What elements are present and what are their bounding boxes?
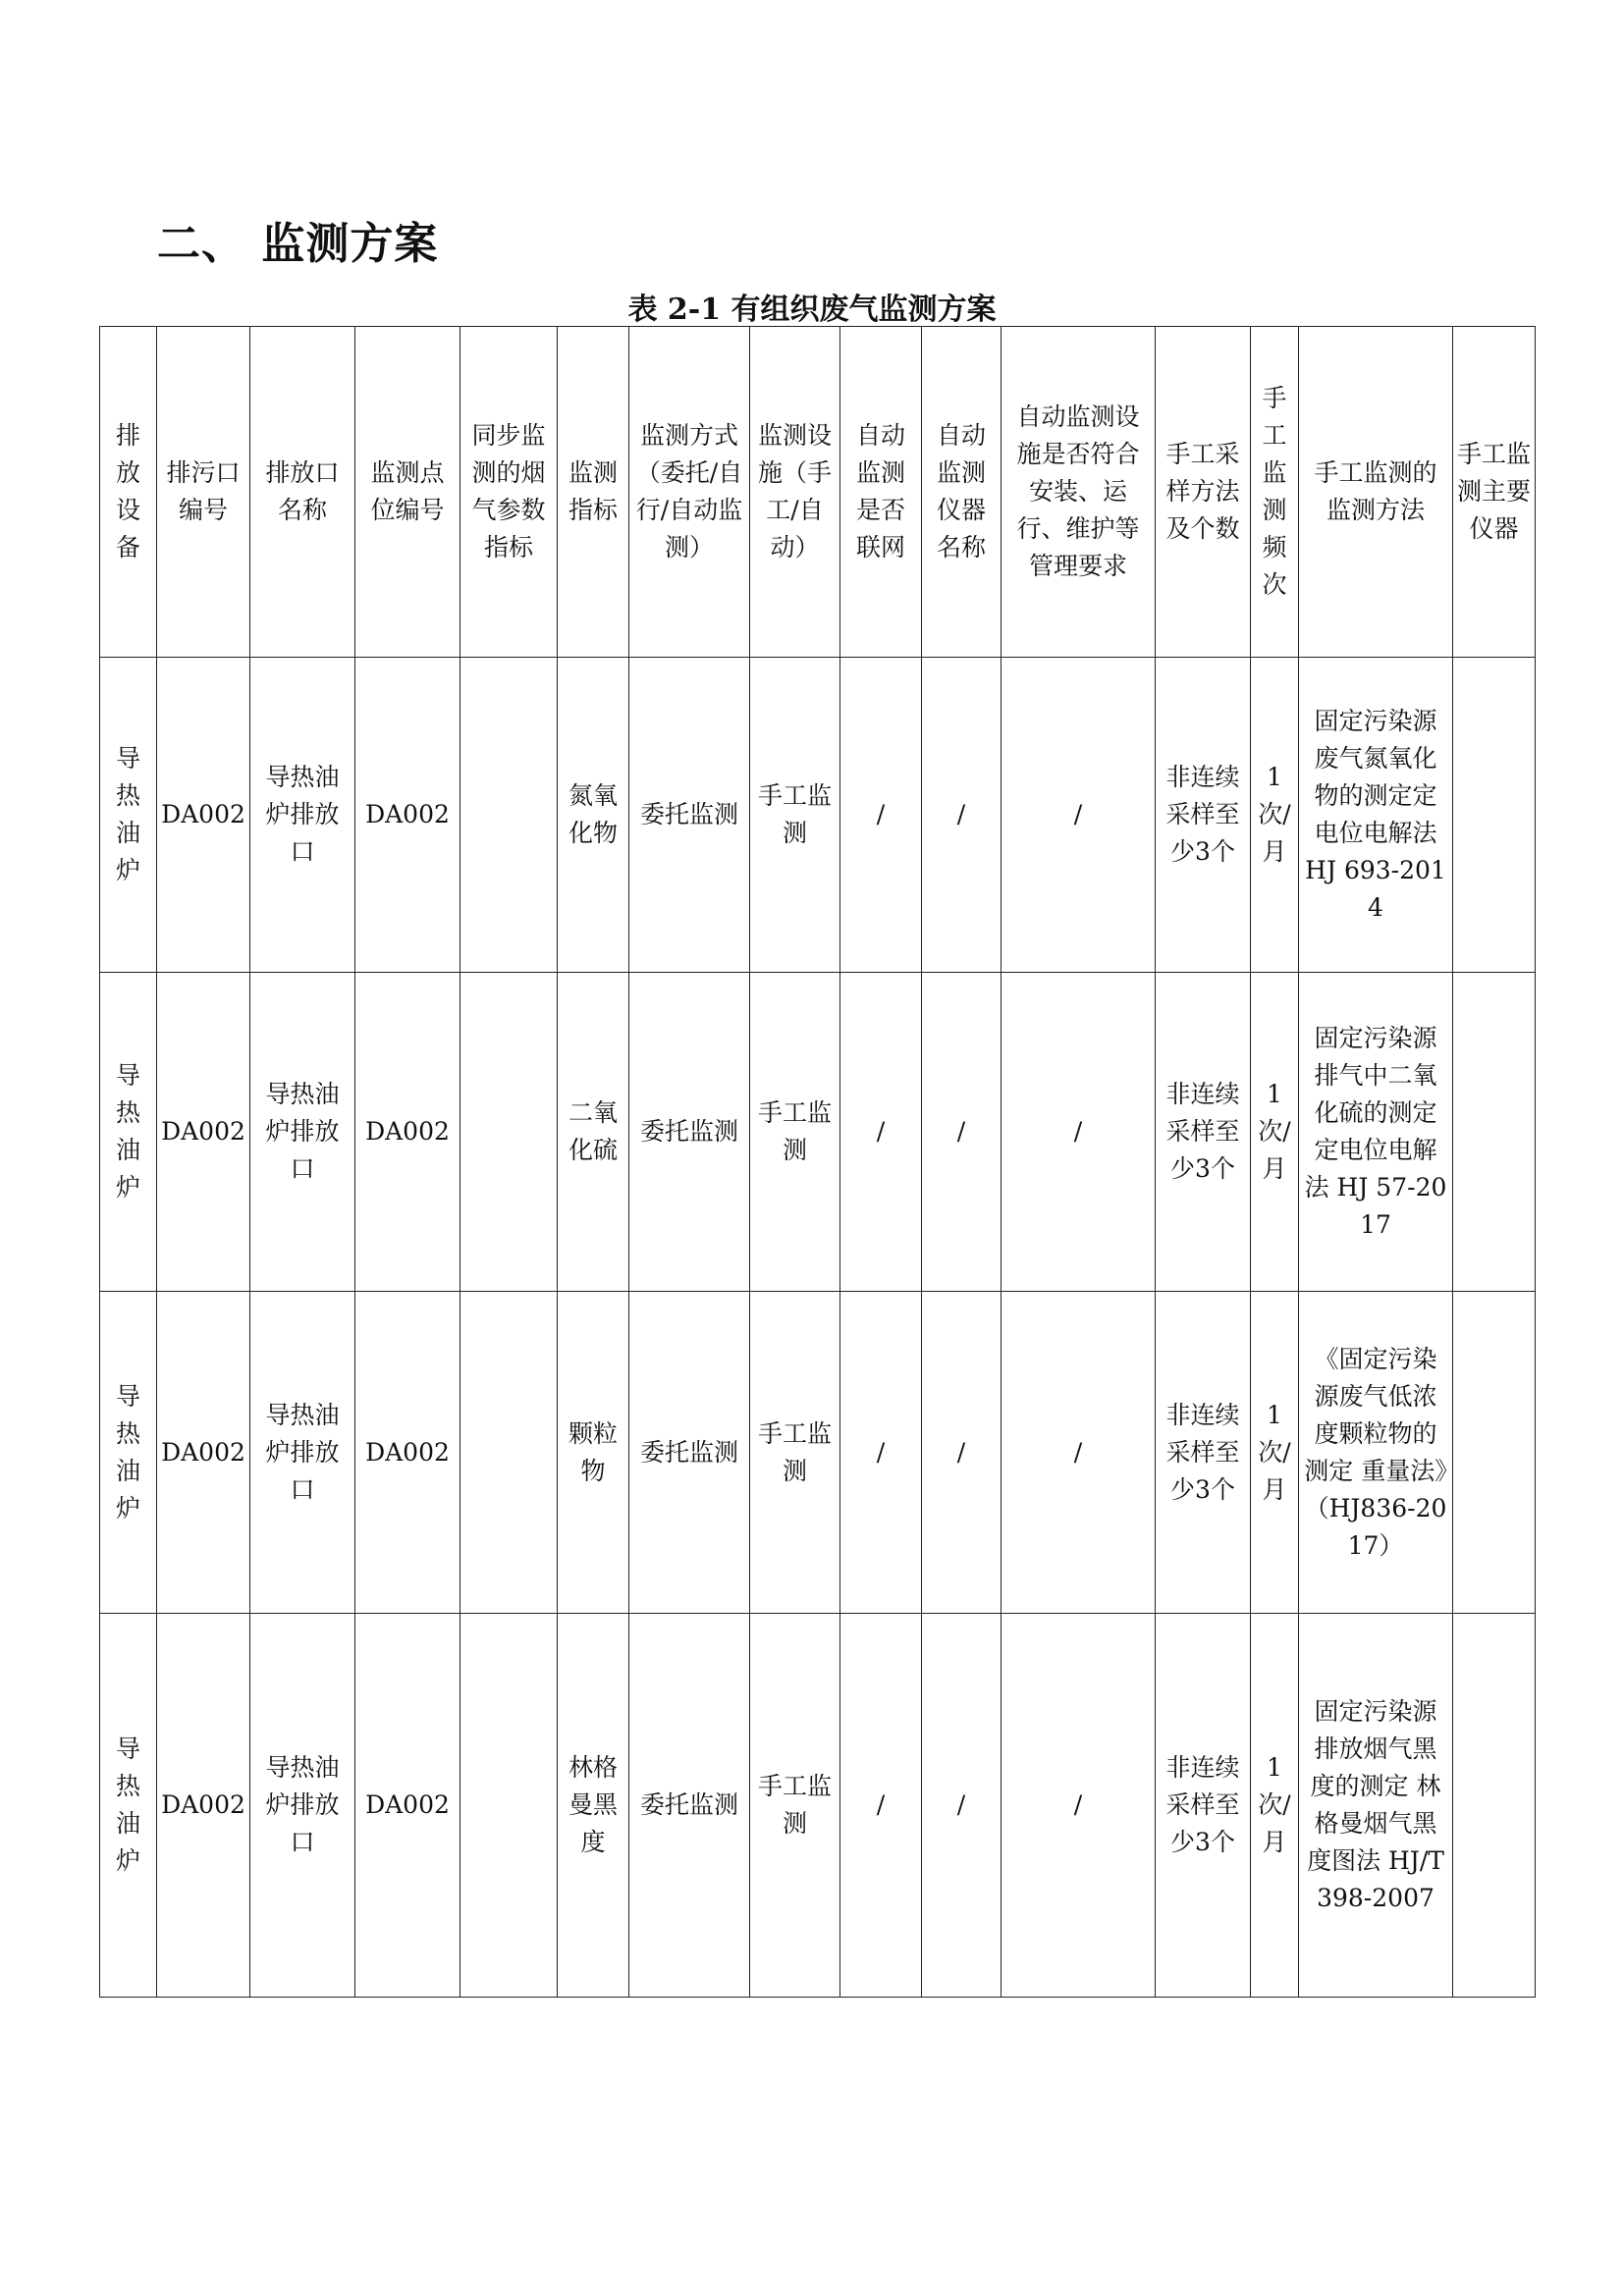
cell-outlet-no: DA002	[157, 973, 250, 1292]
col-header: 自动监测仪器名称	[922, 327, 1001, 658]
cell-sampling: 非连续采样至少3个	[1156, 973, 1251, 1292]
table-row	[100, 1292, 1536, 1614]
col-header: 自动监测设施是否符合安装、运行、维护等管理要求	[1001, 327, 1156, 658]
table-title: 表 2-1 有组织废气监测方案	[627, 293, 997, 327]
cell-networked: /	[840, 658, 922, 973]
cell-frequency: 1次/月	[1251, 1292, 1299, 1614]
cell-outlet-name: 导热油炉排放口	[250, 658, 355, 973]
cell-sync-params	[460, 1292, 558, 1614]
cell-equipment: 导热油炉	[100, 973, 157, 1292]
table-row	[100, 973, 1536, 1292]
cell-method: 委托监测	[629, 973, 750, 1292]
cell-outlet-name: 导热油炉排放口	[250, 1614, 355, 1998]
col-header: 监测设施（手工/自动）	[750, 327, 840, 658]
col-header: 手工监测的监测方法	[1299, 327, 1453, 658]
cell-manual-method: 固定污染源排气中二氧化硫的测定定电位电解法 HJ 57-2017	[1299, 973, 1453, 1292]
cell-compliant: /	[1001, 658, 1156, 973]
cell-facility: 手工监测	[750, 973, 840, 1292]
cell-manual-method: 《固定污染源废气低浓度颗粒物的测定 重量法》（HJ836-2017）	[1299, 1292, 1453, 1614]
cell-sync-params	[460, 973, 558, 1292]
cell-facility: 手工监测	[750, 658, 840, 973]
cell-networked: /	[840, 1292, 922, 1614]
table-row	[100, 658, 1536, 973]
cell-sampling: 非连续采样至少3个	[1156, 658, 1251, 973]
col-header: 排放设备	[100, 327, 157, 658]
cell-manual-instrument	[1453, 658, 1536, 973]
cell-indicator: 二氧化硫	[558, 973, 629, 1292]
cell-equipment: 导热油炉	[100, 1292, 157, 1614]
cell-manual-method: 固定污染源排放烟气黑度的测定 林格曼烟气黑度图法 HJ/T 398-2007	[1299, 1614, 1453, 1998]
cell-sync-params	[460, 1614, 558, 1998]
cell-networked: /	[840, 973, 922, 1292]
col-header: 自动监测是否联网	[840, 327, 922, 658]
cell-compliant: /	[1001, 1292, 1156, 1614]
cell-equipment: 导热油炉	[100, 1614, 157, 1998]
cell-outlet-no: DA002	[157, 1292, 250, 1614]
cell-compliant: /	[1001, 973, 1156, 1292]
cell-indicator: 氮氧化物	[558, 658, 629, 973]
col-header: 手工监测频次	[1251, 327, 1299, 658]
col-header: 手工采样方法及个数	[1156, 327, 1251, 658]
col-header: 监测点位编号	[355, 327, 460, 658]
cell-instrument: /	[922, 658, 1001, 973]
cell-point-no: DA002	[355, 1292, 460, 1614]
cell-sampling: 非连续采样至少3个	[1156, 1614, 1251, 1998]
cell-instrument: /	[922, 1292, 1001, 1614]
cell-indicator: 林格曼黑度	[558, 1614, 629, 1998]
cell-sync-params	[460, 658, 558, 973]
col-header: 手工监测主要仪器	[1453, 327, 1536, 658]
cell-compliant: /	[1001, 1614, 1156, 1998]
cell-point-no: DA002	[355, 658, 460, 973]
cell-frequency: 1次/月	[1251, 973, 1299, 1292]
cell-facility: 手工监测	[750, 1614, 840, 1998]
col-header: 监测方式（委托/自行/自动监测）	[629, 327, 750, 658]
cell-outlet-no: DA002	[157, 1614, 250, 1998]
cell-instrument: /	[922, 1614, 1001, 1998]
cell-instrument: /	[922, 973, 1001, 1292]
col-header: 同步监测的烟气参数指标	[460, 327, 558, 658]
cell-method: 委托监测	[629, 1292, 750, 1614]
table-row	[100, 1614, 1536, 1998]
monitoring-plan-table	[99, 326, 1536, 1998]
cell-manual-instrument	[1453, 973, 1536, 1292]
table-header-row	[100, 327, 1536, 658]
cell-point-no: DA002	[355, 1614, 460, 1998]
cell-facility: 手工监测	[750, 1292, 840, 1614]
col-header: 排放口名称	[250, 327, 355, 658]
col-header: 监测指标	[558, 327, 629, 658]
cell-outlet-name: 导热油炉排放口	[250, 973, 355, 1292]
section-heading: 二、 监测方案	[157, 219, 439, 269]
cell-frequency: 1次/月	[1251, 1614, 1299, 1998]
cell-outlet-name: 导热油炉排放口	[250, 1292, 355, 1614]
cell-method: 委托监测	[629, 658, 750, 973]
cell-indicator: 颗粒物	[558, 1292, 629, 1614]
cell-networked: /	[840, 1614, 922, 1998]
cell-frequency: 1次/月	[1251, 658, 1299, 973]
cell-manual-method: 固定污染源废气氮氧化物的测定定电位电解法 HJ 693-2014	[1299, 658, 1453, 973]
cell-manual-instrument	[1453, 1292, 1536, 1614]
cell-sampling: 非连续采样至少3个	[1156, 1292, 1251, 1614]
cell-equipment: 导热油炉	[100, 658, 157, 973]
cell-point-no: DA002	[355, 973, 460, 1292]
cell-outlet-no: DA002	[157, 658, 250, 973]
cell-manual-instrument	[1453, 1614, 1536, 1998]
col-header: 排污口编号	[157, 327, 250, 658]
cell-method: 委托监测	[629, 1614, 750, 1998]
